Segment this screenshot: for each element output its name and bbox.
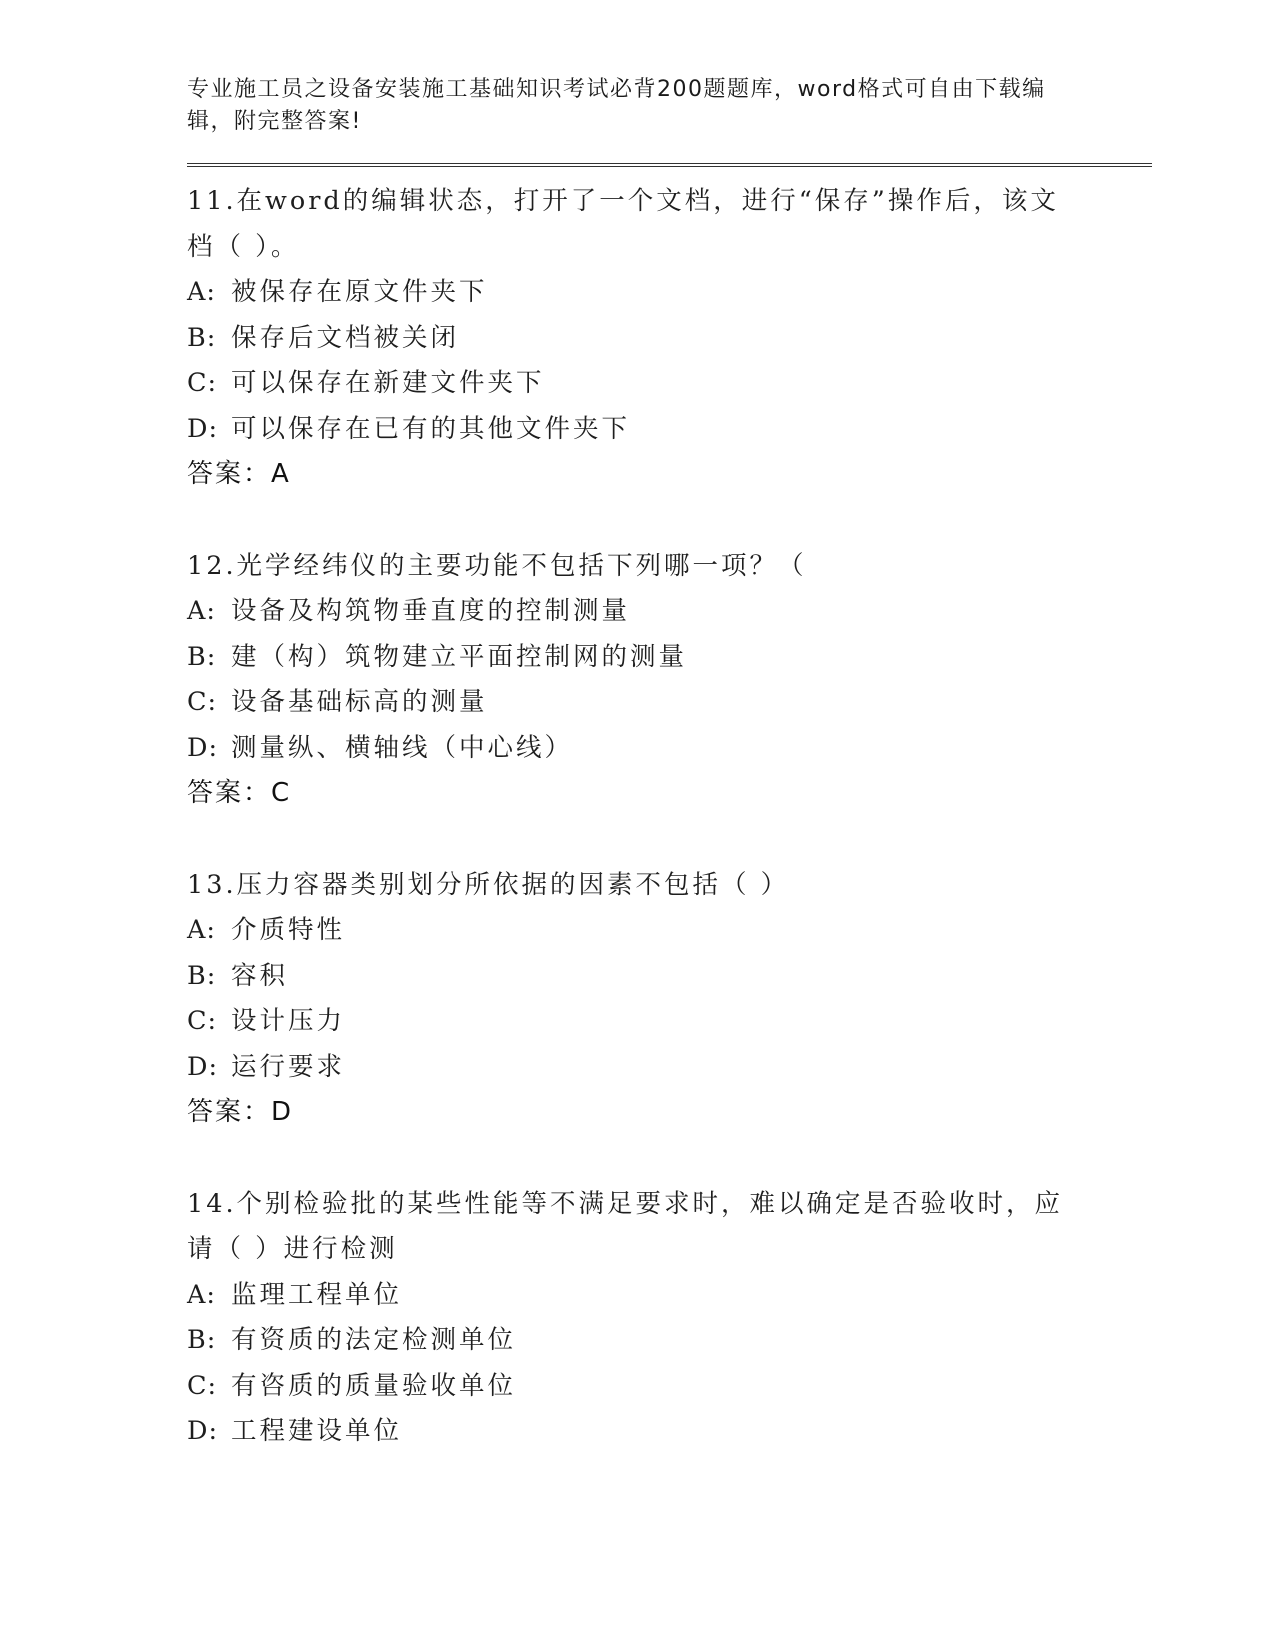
option-letter: B:	[187, 960, 217, 991]
option-text: 建（构）筑物建立平面控制网的测量	[231, 641, 688, 672]
option-letter: D:	[187, 1051, 219, 1082]
option-text: 工程建设单位	[231, 1416, 403, 1446]
option-letter: D:	[187, 732, 219, 763]
option-b	[187, 1318, 1152, 1364]
option-text: 运行要求	[231, 1051, 346, 1082]
option-letter: B:	[187, 322, 217, 353]
question-text: 13.压力容器类别划分所依据的因素不包括（ ）	[187, 869, 790, 900]
option-b	[187, 316, 1152, 362]
option-letter: C:	[187, 1370, 218, 1401]
question-text: 11.在word的编辑状态，打开了一个文档，进行“保存”操作后，该文档（ ）。	[187, 186, 1059, 262]
option-letter: A:	[187, 915, 217, 945]
question-item	[187, 863, 1152, 1136]
option-c	[187, 999, 1152, 1045]
option-text: 有资质的法定检测单位	[231, 1325, 517, 1355]
document-header: 专业施工员之设备安装施工基础知识考试必背200题题库，word格式可自由下载编辑，附完整答案!	[187, 77, 1046, 134]
question-text: 14.个别检验批的某些性能等不满足要求时，难以确定是否验收时，应请（ ）进行检测	[187, 1188, 1064, 1264]
option-text: 测量纵、横轴线（中心线）	[231, 732, 574, 763]
option-a	[187, 270, 1152, 316]
answer-line: 答案：D	[187, 1097, 294, 1127]
question-item	[187, 544, 1152, 817]
option-text: 介质特性	[231, 915, 346, 945]
option-c	[187, 1364, 1152, 1410]
option-b	[187, 954, 1152, 1000]
option-text: 设备基础标高的测量	[231, 687, 488, 717]
option-text: 设计压力	[231, 1006, 346, 1036]
question-item	[187, 1182, 1152, 1455]
option-letter: C:	[187, 687, 218, 717]
option-c	[187, 361, 1152, 407]
option-d	[187, 726, 1152, 772]
option-letter: D:	[187, 413, 219, 444]
question-text: 12.光学经纬仪的主要功能不包括下列哪一项？（	[187, 550, 807, 581]
question-item	[187, 179, 1152, 498]
option-text: 有咨质的质量验收单位	[231, 1370, 517, 1401]
answer-line: 答案：A	[187, 459, 291, 489]
option-letter: D:	[187, 1416, 219, 1446]
option-d	[187, 1045, 1152, 1091]
option-d	[187, 407, 1152, 453]
option-letter: A:	[187, 277, 217, 307]
document-page	[187, 74, 1152, 1501]
option-letter: B:	[187, 641, 217, 672]
option-text: 容积	[231, 960, 289, 991]
option-text: 监理工程单位	[231, 1279, 403, 1310]
option-text: 保存后文档被关闭	[231, 322, 460, 353]
option-letter: C:	[187, 368, 218, 398]
option-text: 可以保存在已有的其他文件夹下	[231, 413, 631, 444]
answer-line: 答案：C	[187, 778, 292, 808]
option-a	[187, 589, 1152, 635]
option-text: 可以保存在新建文件夹下	[231, 368, 545, 398]
question-list	[187, 179, 1152, 1455]
option-text: 被保存在原文件夹下	[231, 277, 488, 307]
header-divider	[187, 163, 1152, 167]
option-letter: B:	[187, 1325, 217, 1355]
option-text: 设备及构筑物垂直度的控制测量	[231, 596, 631, 626]
option-b	[187, 635, 1152, 681]
option-c	[187, 680, 1152, 726]
option-a	[187, 908, 1152, 954]
option-letter: A:	[187, 596, 217, 626]
option-letter: C:	[187, 1006, 218, 1036]
option-letter: A:	[187, 1279, 217, 1310]
option-d	[187, 1409, 1152, 1455]
option-a	[187, 1273, 1152, 1319]
